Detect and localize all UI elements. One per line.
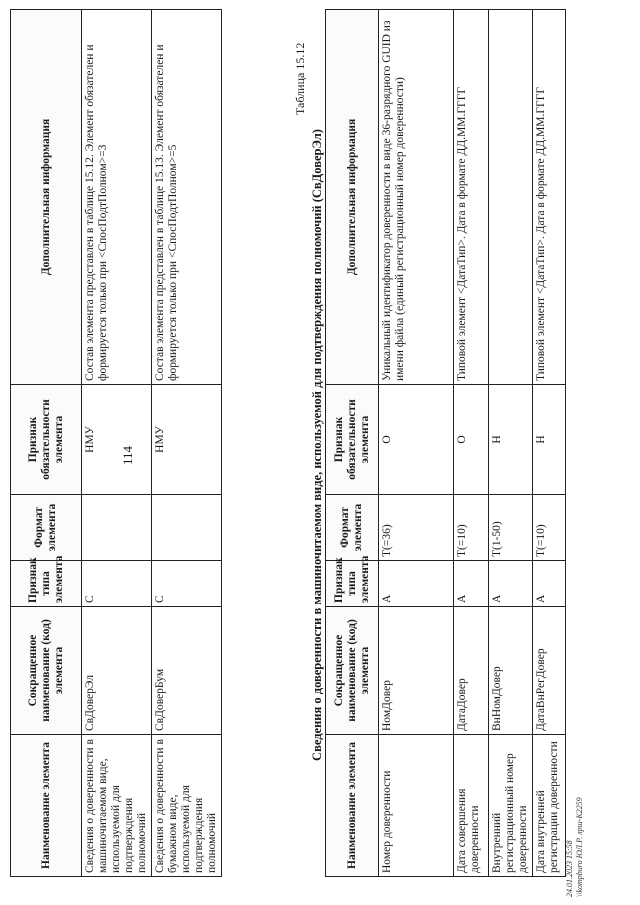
header-short-name: Сокращенное наименование (код) элемента — [11, 607, 82, 735]
cell-element-name: Дата внутренней регистрации доверенности — [533, 735, 566, 877]
header-element-name: Наименование элемента — [11, 735, 82, 877]
table-header-row — [11, 10, 82, 877]
cell-additional-info: Уникальный идентификатор доверенности в виде 36-разрядного GUID из имени файла (единый регистрационный номер доверенности) — [379, 10, 454, 385]
table-elements-continued — [10, 9, 222, 877]
cell-type: А — [489, 561, 533, 607]
cell-required: О — [379, 385, 454, 495]
cell-short-name: ДатаДовер — [454, 607, 489, 735]
cell-required: НМУ — [82, 385, 152, 495]
page-number: 114 — [120, 445, 135, 465]
cell-additional-info — [489, 10, 533, 385]
cell-format: Т(=10) — [454, 495, 489, 561]
cell-short-name: СвДоверЭл — [82, 607, 152, 735]
cell-format — [82, 495, 152, 561]
table-row — [533, 10, 566, 877]
cell-type: А — [379, 561, 454, 607]
header-type: Признак типа элемента — [326, 561, 379, 607]
cell-element-name: Дата совершения доверенности — [454, 735, 489, 877]
header-short-name: Сокращенное наименование (код) элемента — [326, 607, 379, 735]
cell-short-name: НомДовер — [379, 607, 454, 735]
cell-additional-info: Состав элемента представлен в таблице 15.13. Элемент обязателен и формируется только при <СпосПодтПолном>=5 — [152, 10, 222, 385]
header-additional-info: Дополнительная информация — [326, 10, 379, 385]
cell-element-name: Внутренний регистрационный номер доверенности — [489, 735, 533, 877]
cell-short-name: ДатаВнРегДовер — [533, 607, 566, 735]
table-header-row — [326, 10, 379, 877]
table-row — [379, 10, 454, 877]
header-format: Формат элемента — [326, 495, 379, 561]
cell-type: А — [454, 561, 489, 607]
header-format: Формат элемента — [11, 495, 82, 561]
cell-element-name: Сведения о доверенности в бумажном виде, используемой для подтверждения полномочий — [152, 735, 222, 877]
table-row — [454, 10, 489, 877]
cell-required: НМУ — [152, 385, 222, 495]
cell-additional-info: Типовой элемент <ДатаТип>. Дата в формате ДД.ММ.ГГГГ — [454, 10, 489, 385]
cell-additional-info: Типовой элемент <ДатаТип>. Дата в формате ДД.ММ.ГГГГ — [533, 10, 566, 385]
cell-format: Т(=36) — [379, 495, 454, 561]
cell-short-name: СвДоверБум — [152, 607, 222, 735]
cell-type: С — [152, 561, 222, 607]
table-number: Таблица 15.12 — [293, 42, 307, 115]
header-type: Признак типа элемента — [11, 561, 82, 607]
cell-type: А — [533, 561, 566, 607]
header-required: Признак обязательности элемента — [326, 385, 379, 495]
header-required: Признак обязательности элемента — [11, 385, 82, 495]
table-row — [82, 10, 152, 877]
stamp-line-2: \\kompburo ЮЛ.Р. лрш-К2259 — [575, 797, 584, 897]
cell-format — [152, 495, 222, 561]
cell-format: Т(=10) — [533, 495, 566, 561]
table-row — [489, 10, 533, 877]
cell-type: С — [82, 561, 152, 607]
cell-required: Н — [533, 385, 566, 495]
cell-short-name: ВнНомДовер — [489, 607, 533, 735]
cell-required: Н — [489, 385, 533, 495]
cell-required: О — [454, 385, 489, 495]
cell-element-name: Номер доверенности — [379, 735, 454, 877]
table-row — [152, 10, 222, 877]
print-stamp — [565, 797, 585, 897]
table-caption: Сведения о доверенности в машиночитаемом виде, используемой для подтверждения полномочий (СвДоверЭл) — [310, 129, 324, 761]
cell-element-name: Сведения о доверенности в машиночитаемом виде, используемой для подтверждения полномочий — [82, 735, 152, 877]
cell-format: Т(1-50) — [489, 495, 533, 561]
header-additional-info: Дополнительная информация — [11, 10, 82, 385]
cell-additional-info: Состав элемента представлен в таблице 15.12. Элемент обязателен и формируется только при <СпосПодтПолном>=3 — [82, 10, 152, 385]
stamp-line-1: 24.01.2023 15:58 — [565, 840, 574, 897]
header-element-name: Наименование элемента — [326, 735, 379, 877]
table-svdoverel — [325, 9, 566, 877]
